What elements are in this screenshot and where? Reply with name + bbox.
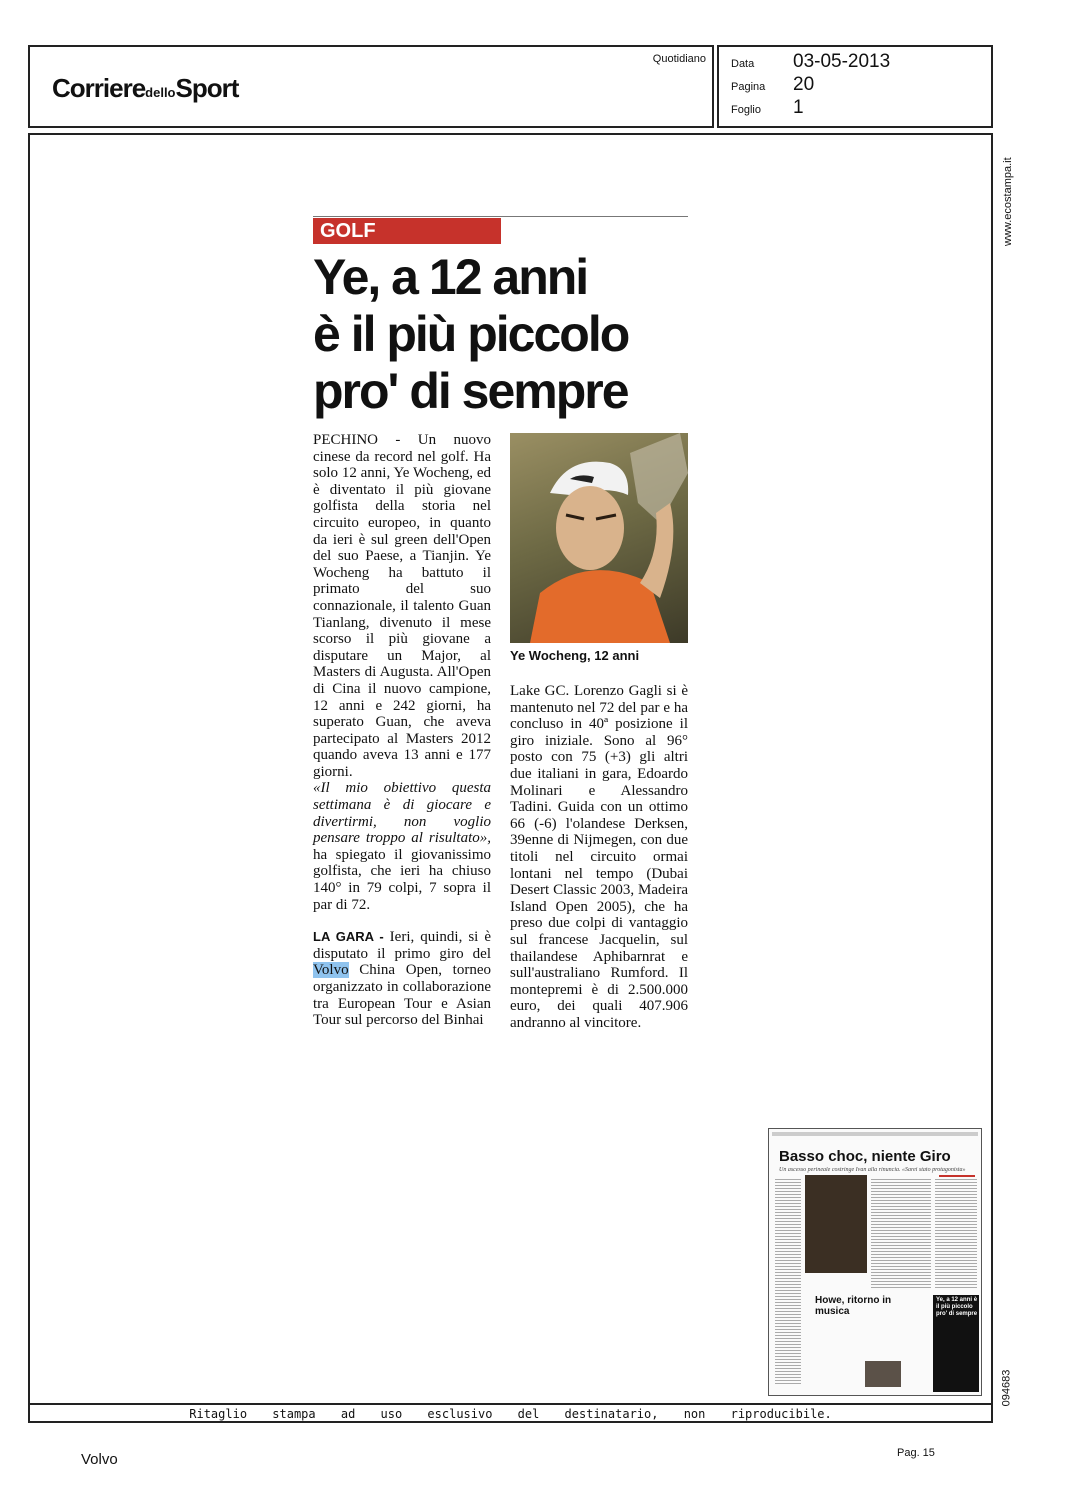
thumbnail-mid-headline: Howe, ritorno in musica [815,1295,892,1317]
code-side-label: 094683 [1000,1369,1013,1407]
meta-data-row [731,51,890,73]
article-paragraph-3: LA GARA - Ieri, quindi, si è disputato il primo giro del Volvo China Open, torneo organizzato in collaborazione tra European Tour e Asian Tour sul percorso del Binhai [313,929,491,1029]
data-label: Data [731,58,755,70]
data-value: 03-05-2013 [793,51,891,72]
headline-line-3: pro' di sempre [313,363,628,419]
page-thumbnail [768,1128,982,1396]
thumbnail-subline: Un ascesso perineale costringe Ivan alla rinuncia. «Sarei stato protagonista» [779,1167,966,1173]
foglio-value: 1 [793,97,804,118]
copyright-notice: Ritaglio stampa ad uso esclusivo del destinatario, non riproducibile. [28,1403,993,1423]
client-name: Volvo [81,1451,118,1468]
thumbnail-small-photo [865,1361,901,1387]
golfer-illustration [510,433,688,643]
thumbnail-text-column [871,1179,931,1289]
meta-pagina-row [731,74,814,96]
meta-foglio-row [731,97,804,119]
subhead-la-gara: LA GARA - [313,929,384,945]
website-side-label: www.ecostampa.it [1002,157,1014,246]
thumbnail-topbar [772,1132,978,1136]
headline-line-1: Ye, a 12 anni [313,249,588,305]
article-column-1 [313,432,491,1029]
foglio-label: Foglio [731,104,761,116]
thumbnail-headline: Basso choc, niente Giro [779,1148,951,1165]
section-rule [313,216,688,217]
section-tag: GOLF [313,218,501,244]
thumbnail-photo [805,1175,867,1273]
article-paragraph-1: PECHINO - Un nuovo cinese da record nel golf. Ha solo 12 anni, Ye Wocheng, ed è diventato il più giovane golfista della storia nel circuito europeo, in quanto da ieri è sul green dell'Open del suo Paese, a Tianjin. Ye Wocheng ha battuto il primato del suo connazionale, il talento Guan Tianlang, divenuto il mese scorso il più giovane a disputare un Major, al Masters di Augusta. All'Open di Cina il nuovo campione, 12 anni e 242 giorni, ha superato Guan, che aveva partecipato al Masters 2012 quando aveva 13 anni e 177 giorni. [313,432,491,780]
quote-followup: ha spiegato il giovanissimo golfista, che ieri ha chiuso 140° in 79 colpi, 7 sopra il par di 72. [313,846,491,913]
quote-text: «Il mio obiettivo questa settimana è di giocare e divertirmi, non voglio pensare troppo al risultato», [313,780,491,847]
article-paragraph-2 [313,780,491,913]
golfer-photo [510,433,688,643]
headline [313,249,703,420]
article-column-2 [510,683,688,1031]
highlighted-keyword: Volvo [313,962,349,979]
newspaper-logo: CorrieredelloSport [52,73,239,103]
article-paragraph-4: Lake GC. Lorenzo Gagli si è mantenuto nel 72 del par e ha concluso in 40ª posizione il giro iniziale. Sono al 96° posto con 75 (+3) gli altri due italiani in gara, Edoardo Molinari e Alessandro Tadini. Guida con un ottimo 66 (-6) l'olandese Derksen, 39enne di Nijmegen, con due titoli nel circuito ormai lontani nel tempo (Dubai Desert Classic 2003, Madeira Island Open 2005), che ha preso due colpi di vantaggio sul francese Jacquelin, sul thailandese Aphibarnrat e sull'australiano Rumford. Il montepremi è di 2.500.000 euro, dei quali 407.906 andranno al vincitore. [510,683,688,1031]
thumbnail-text-column [935,1179,977,1289]
headline-line-2: è il più piccolo [313,306,629,362]
pagina-value: 20 [793,74,815,95]
thumbnail-red-rule [939,1175,975,1177]
meta-box [717,45,993,128]
masthead-box [28,45,714,128]
frequency-label: Quotidiano [652,53,706,65]
pagina-label: Pagina [731,81,766,93]
thumbnail-dark-box-text: Ye, a 12 anni è il più piccolo pro' di sempre [936,1297,978,1317]
page-number: Pag. 15 [897,1447,935,1459]
photo-caption: Ye Wocheng, 12 anni [510,648,640,663]
thumbnail-text-column [775,1179,801,1384]
